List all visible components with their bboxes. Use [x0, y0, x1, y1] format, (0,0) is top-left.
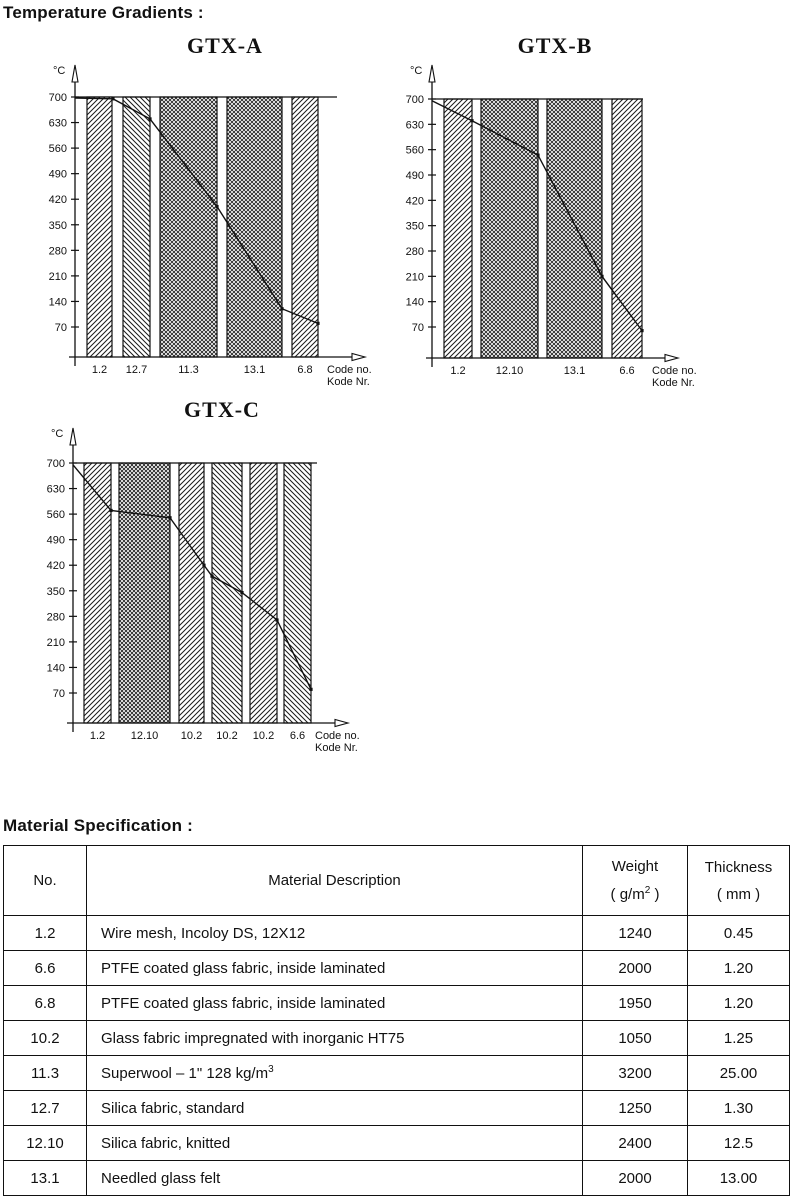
gradient-point-marker — [168, 516, 171, 519]
y-tick-label: 280 — [46, 611, 65, 624]
x-category-label: 10.2 — [180, 730, 203, 742]
cell-weight: 1950 — [583, 986, 688, 1021]
gradient-point-marker — [316, 322, 319, 325]
x-category-label: 13.1 — [563, 365, 586, 377]
cell-material-description: Silica fabric, standard — [87, 1091, 583, 1126]
y-tick-label: 420 — [405, 195, 424, 208]
x-caption-line1: Code no. — [315, 730, 360, 742]
cell-code-no: 10.2 — [4, 1021, 87, 1056]
gtx-b-chart-canvas — [400, 62, 745, 397]
gradient-point-marker — [215, 205, 218, 208]
header-thickness-unit: ( mm ) — [716, 885, 761, 903]
cell-weight: 2000 — [583, 1161, 688, 1196]
y-axis-arrow-icon — [429, 65, 435, 82]
y-tick-label: 350 — [405, 220, 424, 233]
gradient-point-marker — [109, 509, 112, 512]
y-tick-label: 490 — [405, 170, 424, 182]
material-layer-bar-10.2 — [250, 463, 277, 723]
chart-gtx-a — [40, 62, 385, 397]
gradient-point-marker — [210, 575, 213, 578]
y-tick-label: 700 — [46, 458, 65, 470]
materials-table — [3, 845, 790, 1196]
x-category-label: 1.2 — [450, 365, 466, 377]
header-material-description: Material Description — [87, 846, 583, 916]
cell-weight: 2000 — [583, 951, 688, 986]
x-category-label: 12.10 — [130, 730, 159, 742]
table-header-row — [4, 846, 790, 916]
y-tick-label: 350 — [48, 219, 67, 232]
y-tick-label: 700 — [48, 92, 67, 104]
material-layer-bar-12.7 — [123, 97, 150, 357]
cell-thickness: 25.00 — [688, 1056, 790, 1091]
gradient-point-marker — [202, 564, 205, 567]
x-caption-line1: Code no. — [652, 365, 697, 377]
y-tick-label: 210 — [48, 270, 67, 283]
y-tick-label: 140 — [46, 662, 65, 675]
x-caption-line2: Kode Nr. — [652, 377, 695, 389]
gtx-c-chart-canvas — [40, 425, 385, 760]
cell-material-description: Wire mesh, Incoloy DS, 12X12 — [87, 916, 583, 951]
gradient-point-marker — [111, 97, 114, 100]
y-tick-label: 280 — [48, 245, 67, 258]
chart-gtx-b — [400, 62, 745, 397]
cell-thickness: 1.20 — [688, 951, 790, 986]
cell-material-description: PTFE coated glass fabric, inside laminated — [87, 986, 583, 1021]
material-layer-bar-13.1 — [227, 97, 282, 357]
cell-code-no: 11.3 — [4, 1056, 87, 1091]
gradient-point-marker — [148, 117, 151, 120]
y-tick-label: 420 — [46, 560, 65, 573]
y-tick-label: 490 — [46, 534, 65, 547]
chart-gtx-c — [40, 425, 385, 760]
y-tick-label: 280 — [405, 246, 424, 258]
y-axis-unit-label: °C — [53, 65, 66, 77]
y-tick-label: 140 — [405, 296, 424, 309]
chart-title-gtx-b: GTX-B — [517, 33, 593, 58]
table-row — [4, 1056, 790, 1091]
x-category-label: 1.2 — [89, 730, 106, 742]
y-tick-label: 210 — [46, 636, 65, 649]
gradient-point-marker — [275, 618, 278, 621]
cell-material-description: PTFE coated glass fabric, inside laminated — [87, 951, 583, 986]
table-row — [4, 1161, 790, 1196]
x-caption-line2: Kode Nr. — [315, 742, 358, 754]
chart-title-gtx-a: GTX-A — [187, 33, 263, 58]
x-category-label: 10.2 — [252, 730, 275, 742]
table-row — [4, 1091, 790, 1126]
y-tick-label: 700 — [405, 94, 424, 106]
x-axis-arrow-icon — [665, 355, 678, 362]
y-tick-label: 420 — [48, 194, 67, 207]
x-category-label: 10.2 — [216, 730, 238, 742]
cell-material-description: Silica fabric, knitted — [87, 1126, 583, 1161]
table-row — [4, 916, 790, 951]
gradient-point-marker — [536, 153, 539, 156]
materials-table-body — [4, 916, 790, 1196]
y-tick-label: 630 — [46, 483, 65, 496]
y-axis-unit-label: °C — [410, 65, 423, 77]
cell-code-no: 12.7 — [4, 1091, 87, 1126]
gradient-point-marker — [470, 119, 473, 122]
y-tick-label: 70 — [54, 322, 67, 334]
header-weight — [583, 846, 688, 916]
x-category-label: 13.1 — [243, 364, 266, 376]
material-layer-bar-10.2 — [212, 463, 242, 723]
table-row — [4, 986, 790, 1021]
material-layer-bar-13.1 — [547, 99, 602, 358]
cell-material-description: Glass fabric impregnated with inorganic HT75 — [87, 1021, 583, 1056]
material-layer-bar-1.2 — [444, 99, 472, 358]
y-tick-label: 560 — [46, 509, 65, 522]
cell-material-description: Superwool – 1" 128 $kg/m^3$ — [87, 1056, 583, 1091]
gtx-a-chart-canvas — [40, 62, 385, 397]
x-caption-line2: Kode Nr. — [327, 376, 370, 388]
cell-thickness: 0.45 — [688, 916, 790, 951]
material-layer-bar-12.10 — [481, 99, 538, 358]
cell-material-description: Needled glass felt — [87, 1161, 583, 1196]
heading-temperature-gradients: Temperature Gradients : — [3, 3, 204, 22]
gradient-point-marker — [640, 329, 643, 332]
cell-code-no: 1.2 — [4, 916, 87, 951]
table-row — [4, 1021, 790, 1056]
y-tick-label: 630 — [405, 119, 424, 132]
material-layer-bar-6.6 — [612, 99, 642, 358]
cell-thickness: 1.25 — [688, 1021, 790, 1056]
y-tick-label: 560 — [405, 144, 424, 157]
gradient-point-marker — [309, 688, 312, 691]
y-tick-label: 350 — [46, 585, 65, 598]
header-thickness — [688, 846, 790, 916]
y-tick-label: 210 — [405, 271, 424, 284]
x-category-label: 12.10 — [495, 365, 524, 377]
header-weight-label: Weight — [611, 858, 659, 876]
gradient-point-marker — [240, 591, 243, 594]
material-layer-bar-1.2 — [84, 463, 111, 723]
cell-weight: 1240 — [583, 916, 688, 951]
table-row — [4, 1126, 790, 1161]
y-tick-label: 630 — [48, 117, 67, 130]
x-category-label: 6.6 — [289, 730, 306, 742]
cell-weight: 2400 — [583, 1126, 688, 1161]
chart-title-gtx-c: GTX-C — [184, 397, 260, 422]
y-tick-label: 70 — [411, 322, 424, 334]
material-layer-bar-11.3 — [160, 97, 217, 357]
y-axis-arrow-icon — [72, 65, 78, 82]
material-layer-bar-1.2 — [87, 97, 112, 357]
header-no: No. — [4, 846, 87, 916]
cell-thickness: 1.20 — [688, 986, 790, 1021]
cell-code-no: 12.10 — [4, 1126, 87, 1161]
material-layer-bar-10.2 — [179, 463, 204, 723]
cell-code-no: 6.6 — [4, 951, 87, 986]
cell-thickness: 1.30 — [688, 1091, 790, 1126]
y-tick-label: 140 — [48, 296, 67, 309]
x-caption-line1: Code no. — [327, 364, 372, 376]
x-category-label: 11.3 — [178, 364, 199, 376]
y-tick-label: 490 — [48, 168, 67, 181]
cell-weight: 3200 — [583, 1056, 688, 1091]
x-axis-arrow-icon — [352, 354, 365, 361]
material-layer-bar-6.6 — [284, 463, 311, 723]
cell-thickness: 12.5 — [688, 1126, 790, 1161]
x-category-label: 12.7 — [125, 364, 148, 376]
gradient-point-marker — [280, 307, 283, 310]
heading-material-specification: Material Specification : — [3, 816, 193, 835]
cell-weight: 1250 — [583, 1091, 688, 1126]
x-category-label: 6.8 — [297, 364, 313, 376]
header-thickness-label: Thickness — [704, 858, 773, 876]
header-weight-unit: ( $g/m^2$ ) — [610, 884, 660, 903]
cell-code-no: 6.8 — [4, 986, 87, 1021]
material-layer-bar-12.10 — [119, 463, 170, 723]
x-axis-arrow-icon — [335, 720, 348, 727]
table-row — [4, 951, 790, 986]
y-axis-arrow-icon — [70, 428, 76, 445]
x-category-label: 1.2 — [91, 364, 108, 376]
x-category-label: 6.6 — [619, 365, 635, 377]
gradient-point-marker — [600, 275, 603, 278]
cell-thickness: 13.00 — [688, 1161, 790, 1196]
cell-weight: 1050 — [583, 1021, 688, 1056]
cell-code-no: 13.1 — [4, 1161, 87, 1196]
y-axis-unit-label: °C — [51, 428, 64, 440]
y-tick-label: 560 — [48, 143, 67, 156]
y-tick-label: 70 — [52, 688, 65, 700]
